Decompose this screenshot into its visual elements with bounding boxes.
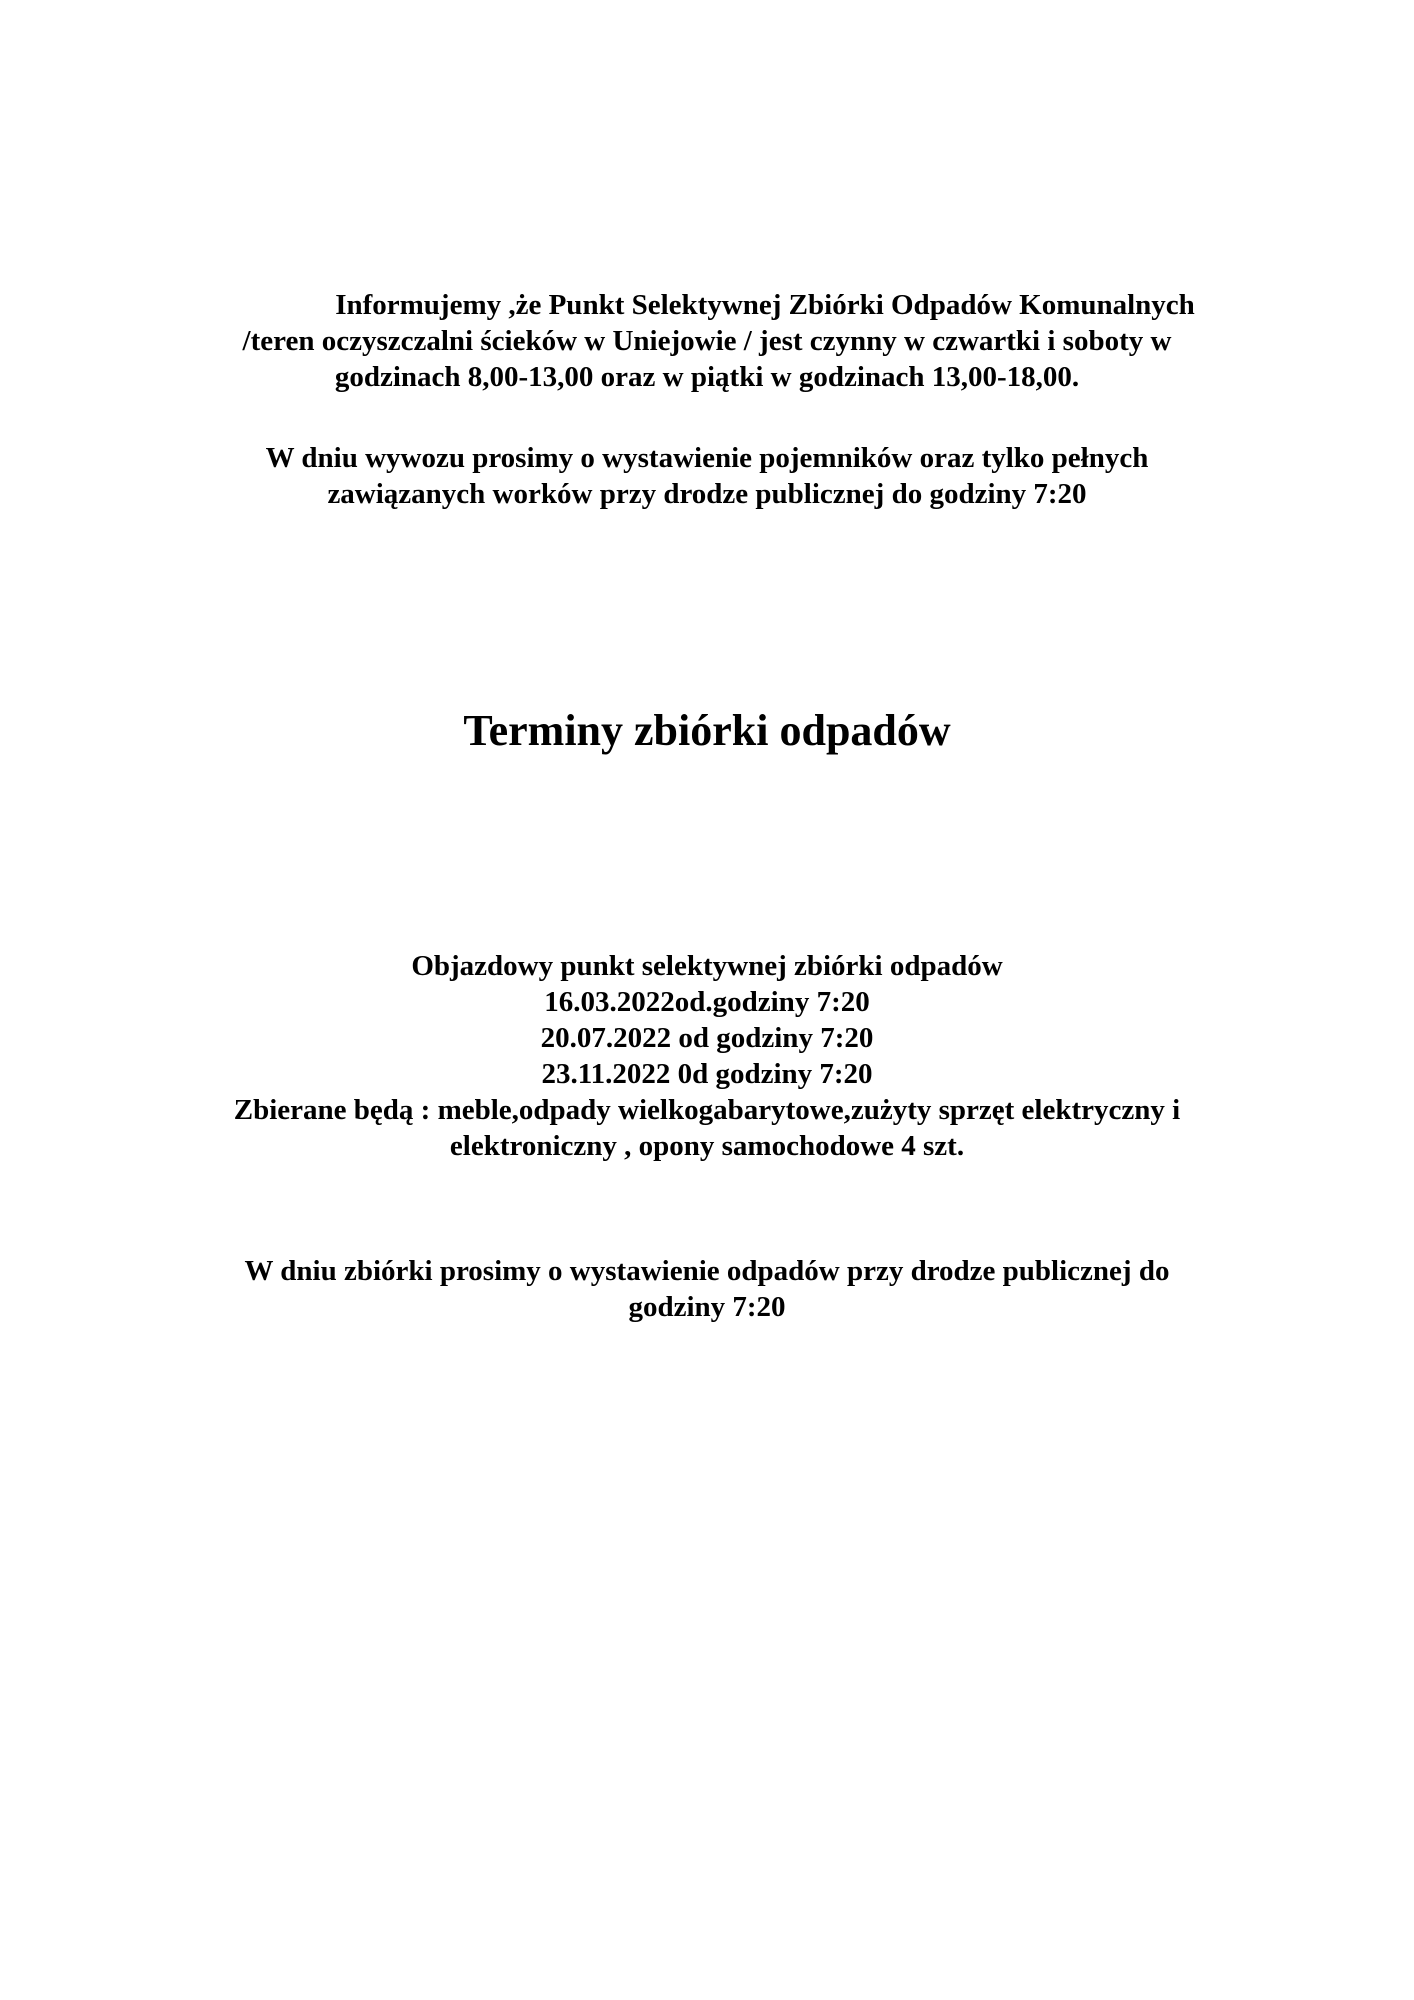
collected-items-line-2: elektroniczny , opony samochodowe 4 szt.: [449, 1130, 965, 1162]
mobile-point-heading: Objazdowy punkt selektywnej zbiórki odpadów: [411, 950, 1003, 982]
pickup-notice-line-2: zawiązanych worków przy drodze publicznej do godziny 7:20: [327, 478, 1087, 510]
pickup-notice-line-1: W dniu wywozu prosimy o wystawienie pojemników oraz tylko pełnych: [265, 442, 1149, 474]
intro-line-2: /teren oczyszczalni ścieków w Uniejowie / jest czynny w czwartki i soboty w: [242, 325, 1172, 357]
collection-notice-line-1: W dniu zbiórki prosimy o wystawienie odpadów przy drodze publicznej do: [244, 1255, 1170, 1287]
intro-line-1: Informujemy ,że Punkt Selektywnej Zbiórki Odpadów Komunalnych: [335, 289, 1195, 321]
collection-notice-line-2: godziny 7:20: [628, 1291, 786, 1323]
intro-line-3: godzinach 8,00-13,00 oraz w piątki w godzinach 13,00-18,00.: [334, 361, 1080, 393]
mobile-point-date-2: 20.07.2022 od godziny 7:20: [540, 1022, 874, 1054]
page-title: Terminy zbiórki odpadów: [463, 706, 951, 755]
mobile-point-date-3: 23.11.2022 0d godziny 7:20: [541, 1058, 873, 1090]
collected-items-line-1: Zbierane będą : meble,odpady wielkogabarytowe,zużyty sprzęt elektryczny i: [233, 1094, 1181, 1126]
mobile-point-date-1: 16.03.2022od.godziny 7:20: [544, 986, 870, 1018]
